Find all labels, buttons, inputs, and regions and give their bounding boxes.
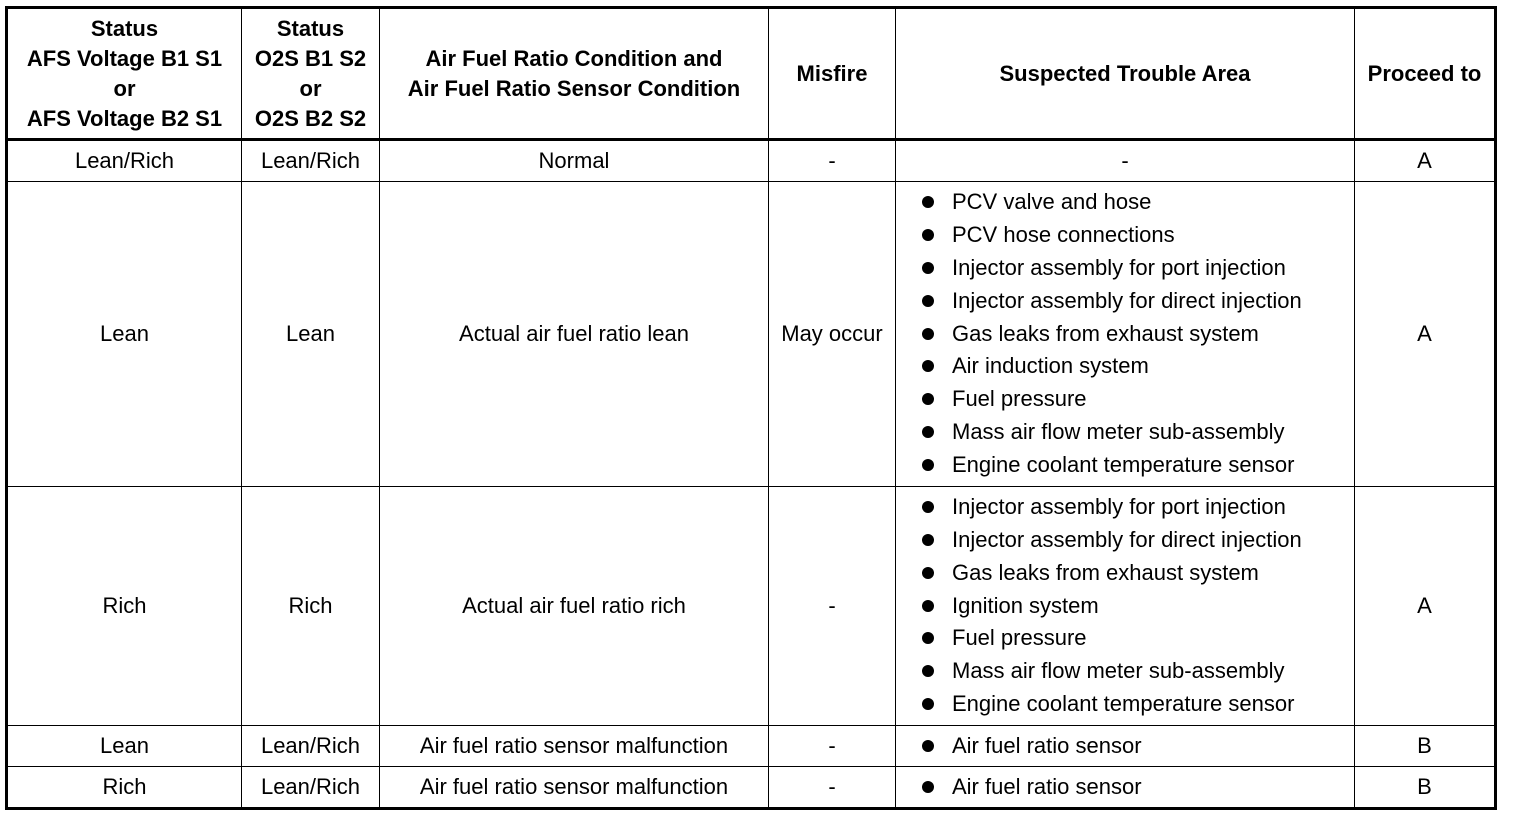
list-item: [920, 383, 1354, 416]
cell-proceed: B: [1355, 767, 1496, 809]
bullet-icon: [922, 262, 934, 274]
table-row: [7, 140, 1496, 182]
cell-condition: Normal: [380, 140, 769, 182]
list-item-text: Injector assembly for direct injection: [952, 527, 1302, 552]
cell-proceed: A: [1355, 487, 1496, 726]
cell-o2s: Rich: [242, 487, 380, 726]
list-item-text: Injector assembly for port injection: [952, 255, 1286, 280]
cell-misfire: -: [769, 487, 896, 726]
cell-condition: Actual air fuel ratio lean: [380, 182, 769, 487]
table-row: [7, 767, 1496, 809]
cell-afs: Lean: [7, 182, 242, 487]
header-afs-line: AFS Voltage B1 S1: [26, 45, 223, 71]
header-row: [7, 8, 1496, 140]
list-item-text: PCV valve and hose: [952, 189, 1152, 215]
header-afs-voltage: [7, 8, 242, 140]
list-item-text: Fuel pressure: [952, 386, 1087, 412]
cell-suspected-area: [896, 487, 1355, 726]
header-o2s-line: O2S B1 S2: [254, 45, 367, 71]
list-item-text: Injector assembly for direct injection: [952, 287, 1302, 313]
header-condition-line: Air Fuel Ratio Condition and: [425, 45, 723, 71]
header-condition-line: Air Fuel Ratio Sensor Condition: [407, 75, 741, 101]
cell-suspected-area: [896, 726, 1355, 767]
list-item: [920, 285, 1354, 318]
cell-proceed: A: [1355, 182, 1496, 487]
list-item-text: Mass air flow meter sub-assembly: [952, 418, 1285, 444]
bullet-icon: [922, 196, 934, 208]
list-item: [920, 688, 1354, 721]
list-item: [920, 416, 1354, 449]
table-row: [7, 726, 1496, 767]
cell-o2s: Lean/Rich: [242, 140, 380, 182]
list-item-text: Fuel pressure: [952, 625, 1087, 651]
bullet-icon: [922, 501, 934, 513]
cell-suspected-area: [896, 767, 1355, 809]
list-item-text: Air fuel ratio sensor: [952, 732, 1142, 758]
list-item: [920, 350, 1354, 383]
header-o2s: [242, 8, 380, 140]
list-item: [920, 655, 1354, 688]
list-item-text: Gas leaks from exhaust system: [952, 559, 1259, 585]
bullet-icon: [922, 600, 934, 612]
list-item: [920, 449, 1354, 482]
list-item: [920, 318, 1354, 351]
list-item: [920, 730, 1354, 763]
list-item-text: Air fuel ratio sensor: [952, 773, 1142, 799]
trouble-area-list: [896, 186, 1354, 481]
cell-suspected-area: [896, 182, 1355, 487]
cell-misfire: -: [769, 140, 896, 182]
bullet-icon: [922, 426, 934, 438]
cell-o2s: Lean: [242, 182, 380, 487]
bullet-icon: [922, 665, 934, 677]
list-item: [920, 491, 1354, 524]
list-item: [920, 219, 1354, 252]
bullet-icon: [922, 740, 934, 752]
cell-proceed: A: [1355, 140, 1496, 182]
header-misfire: Misfire: [769, 8, 896, 140]
list-item-text: Mass air flow meter sub-assembly: [952, 658, 1285, 684]
list-item-text: PCV hose connections: [952, 222, 1175, 248]
diagnostic-table: [5, 6, 1497, 810]
list-item-text: Ignition system: [952, 592, 1099, 618]
header-afs-line: or: [113, 75, 136, 101]
cell-proceed: B: [1355, 726, 1496, 767]
list-item-text: Engine coolant temperature sensor: [952, 451, 1295, 477]
cell-misfire: -: [769, 767, 896, 809]
header-afs-line: Status: [90, 15, 159, 41]
table-row: [7, 182, 1496, 487]
header-o2s-line: O2S B2 S2: [254, 105, 367, 131]
header-o2s-line: Status: [276, 15, 345, 41]
cell-condition: Air fuel ratio sensor malfunction: [380, 726, 769, 767]
trouble-area-list: [896, 491, 1354, 721]
cell-afs: Rich: [7, 767, 242, 809]
list-item-text: Injector assembly for port injection: [952, 494, 1286, 520]
header-afs-line: AFS Voltage B2 S1: [26, 105, 223, 131]
cell-o2s: Lean/Rich: [242, 726, 380, 767]
bullet-icon: [922, 534, 934, 546]
bullet-icon: [922, 295, 934, 307]
cell-condition: Air fuel ratio sensor malfunction: [380, 767, 769, 809]
cell-condition: Actual air fuel ratio rich: [380, 487, 769, 726]
cell-suspected-area: -: [896, 140, 1355, 182]
table-row: [7, 487, 1496, 726]
list-item: [920, 186, 1354, 219]
list-item: [920, 622, 1354, 655]
trouble-area-list: [896, 771, 1354, 804]
bullet-icon: [922, 459, 934, 471]
bullet-icon: [922, 328, 934, 340]
trouble-area-list: [896, 730, 1354, 763]
bullet-icon: [922, 229, 934, 241]
list-item: [920, 252, 1354, 285]
header-proceed-to: Proceed to: [1355, 8, 1496, 140]
cell-o2s: Lean/Rich: [242, 767, 380, 809]
list-item: [920, 590, 1354, 623]
bullet-icon: [922, 360, 934, 372]
cell-misfire: May occur: [769, 182, 896, 487]
list-item: [920, 557, 1354, 590]
cell-afs: Lean: [7, 726, 242, 767]
cell-misfire: -: [769, 726, 896, 767]
list-item-text: Gas leaks from exhaust system: [952, 320, 1259, 346]
list-item: [920, 771, 1354, 804]
list-item-text: Air induction system: [952, 353, 1149, 379]
bullet-icon: [922, 567, 934, 579]
cell-afs: Lean/Rich: [7, 140, 242, 182]
cell-afs: Rich: [7, 487, 242, 726]
header-condition: [380, 8, 769, 140]
bullet-icon: [922, 632, 934, 644]
list-item: [920, 524, 1354, 557]
header-o2s-line: or: [299, 75, 322, 101]
bullet-icon: [922, 698, 934, 710]
list-item-text: Engine coolant temperature sensor: [952, 690, 1295, 716]
bullet-icon: [922, 781, 934, 793]
bullet-icon: [922, 393, 934, 405]
header-suspected-trouble-area: Suspected Trouble Area: [896, 8, 1355, 140]
